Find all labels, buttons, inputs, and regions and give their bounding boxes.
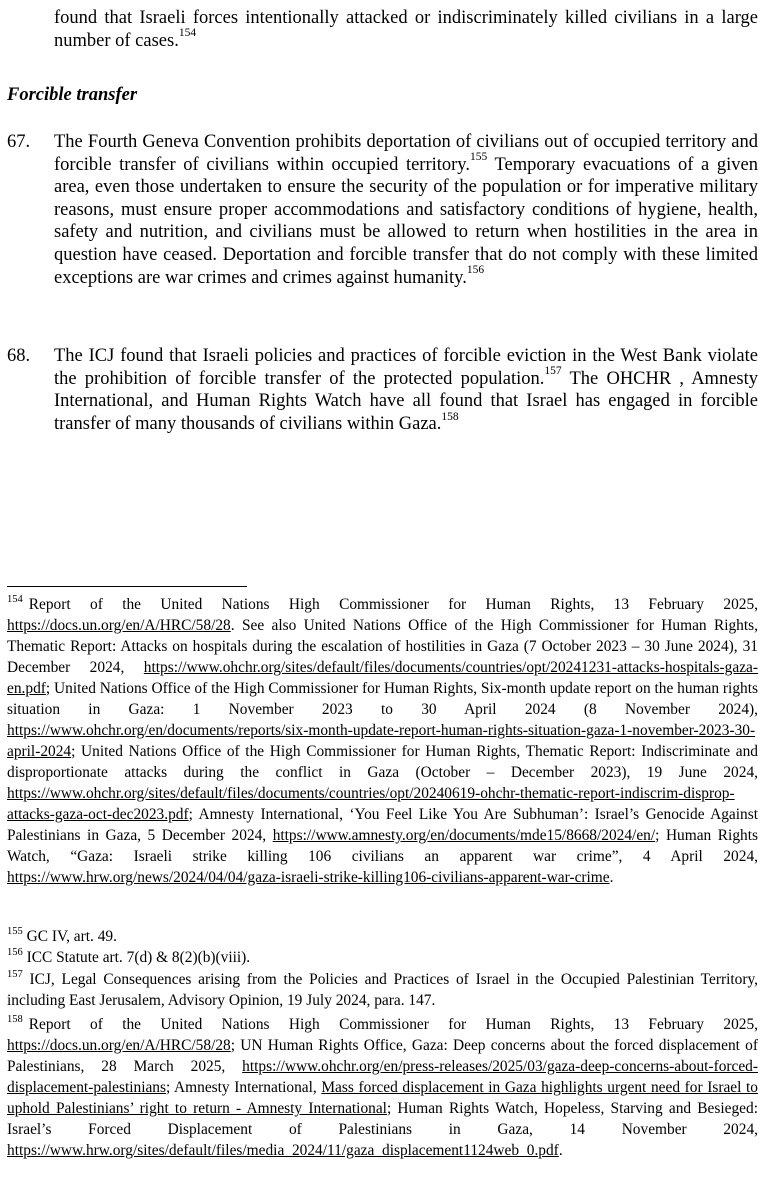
footnote-number: 158 — [7, 1013, 23, 1025]
footnote-ref-156[interactable]: 156 — [466, 264, 485, 277]
footnote-text: ; Amnesty International, — [166, 1079, 322, 1096]
footnote-text: ; United Nations Office of the High Commissioner for Human Rights, Six-month update report on the human rights situation in Gaza: 1 November 2023 to 30 April 2024 (8 November 2024), — [7, 680, 758, 718]
footnote-separator — [7, 586, 247, 587]
footnote-link[interactable]: https://www.amnesty.org/en/documents/mde15/8668/2024/en/ — [272, 827, 656, 844]
footnote-text: ICC Statute art. 7(d) & 8(2)(b)(viii). — [22, 949, 251, 966]
footnote-link[interactable]: https://docs.un.org/en/A/HRC/58/28 — [7, 617, 231, 634]
footnote-text: . — [558, 1142, 563, 1159]
footnote-text: ; UN Human Rights Office, Gaza: Deep concerns about the forced displacement of Palestinians, 28 March 2025, — [7, 1037, 758, 1075]
footnote-link[interactable]: https://www.hrw.org/news/2024/04/04/gaza-israeli-strike-killing106-civilians-apparent-war-crime — [7, 869, 610, 886]
footnote-text: ICJ, Legal Consequences arising from the Policies and Practices of Israel in the Occupied Palestinian Territory, including East Jerusalem, Advisory Opinion, 19 July 2024, para. 147. — [7, 971, 758, 1009]
section-heading: Forcible transfer — [7, 85, 138, 105]
footnote-text: GC IV, art. 49. — [22, 928, 117, 945]
footnote-link[interactable]: https://www.hrw.org/sites/default/files/media_2024/11/gaza_displacement1124web_0.pdf — [7, 1142, 559, 1159]
footnote-link[interactable]: https://www.ohchr.org/en/documents/reports/six-month-update-report-human-rights-situation-gaza-1-november-2023-30-april-2024 — [7, 722, 756, 760]
footnote-ref-158[interactable]: 158 — [441, 410, 459, 423]
paragraph-text — [54, 131, 758, 289]
footnote-link[interactable]: https://docs.un.org/en/A/HRC/58/28 — [7, 1037, 231, 1054]
footnote-link[interactable]: Mass forced displacement in Gaza highlights urgent need for Israel to uphold Palestinians’ right to return - Amnesty International — [7, 1079, 758, 1117]
footnote-text: ; United Nations Office of the High Commissioner for Human Rights, Thematic Report: Indiscriminate and disproportionate attacks during the conflict in Gaza (October – December 2023), 19 June 2024, — [7, 743, 758, 781]
paragraph-sentence: Temporary evacuations of a given area, even those undertaken to ensure the security of the population or for imperative military reasons, must ensure proper accommodations and satisfactory conditions of hygiene, health, safety and nutrition, and civilians must be allowed to return when hostilities in the area in question have ceased. Deportation and forcible transfer that do not comply with these limited exceptions are war crimes and crimes against humanity. — [54, 154, 758, 288]
footnote-link[interactable]: https://www.ohchr.org/sites/default/files/documents/countries/opt/20241231-attacks-hospitals-gaza-en.pdf — [7, 659, 758, 697]
paragraph-text — [54, 345, 758, 435]
footnote-ref-155[interactable]: 155 — [469, 151, 488, 164]
footnote-155 — [7, 926, 758, 947]
footnote-number: 155 — [7, 925, 23, 937]
paragraph-sentence: The Fourth Geneva Convention prohibits deportation of civilians out of occupied territory and forcible transfer of civilians within occupied territory. — [54, 132, 758, 175]
footnote-text: . See also United Nations Office of the High Commissioner for Human Rights, Thematic Report: Attacks on hospitals during the escalation of hostilities in Gaza (7 October 2023 – 30 June 2024), 31 December 2024, — [7, 617, 758, 676]
paragraph-number: 67. — [7, 132, 31, 152]
paragraph-67 — [7, 131, 758, 289]
footnote-text: Report of the United Nations High Commissioner for Human Rights, 13 February 2025, — [28, 1016, 758, 1033]
footnote-text: ; Human Rights Watch, “Gaza: Israeli strike killing 106 civilians an apparent war crime”, 4 April 2024, — [7, 827, 758, 865]
footnote-text: ; Amnesty International, ‘You Feel Like You Are Subhuman’: Israel’s Genocide Against Palestinians in Gaza, 5 December 2024, — [7, 806, 758, 844]
continuation-paragraph — [54, 7, 758, 52]
footnote-ref-154[interactable]: 154 — [178, 27, 197, 40]
paragraph-number: 68. — [7, 346, 31, 366]
footnote-number: 156 — [7, 946, 23, 958]
paragraph-sentence: The ICJ found that Israeli policies and practices of forcible eviction in the West Bank violate the prohibition of forcible transfer of the protected population. — [54, 346, 758, 389]
footnote-158 — [7, 1014, 758, 1161]
paragraph-68 — [7, 345, 758, 435]
footnote-link[interactable]: https://www.ohchr.org/en/press-releases/2025/03/gaza-deep-concerns-about-forced-displacement-palestinians — [7, 1058, 758, 1096]
footnote-156 — [7, 947, 758, 968]
footnote-number: 157 — [7, 968, 23, 980]
footnote-ref-157[interactable]: 157 — [544, 365, 562, 378]
footnote-157 — [7, 969, 758, 1011]
paragraph-sentence: The OHCHR , Amnesty International, and Human Rights Watch have all found that Israel has engaged in forcible transfer of many thousands of civilians within Gaza. — [54, 368, 759, 434]
footnote-link[interactable]: https://www.ohchr.org/sites/default/files/documents/countries/opt/20240619-ohchr-thematic-report-indiscrim-disprop-attacks-gaza-oct-dec2023.pdf — [7, 785, 735, 823]
footnote-number: 154 — [7, 593, 23, 605]
footnote-text: ; Human Rights Watch, Hopeless, Starving and Besieged: Israel’s Forced Displacement of Palestinians in Gaza, 14 November 2024, — [7, 1100, 758, 1138]
footnote-text: Report of the United Nations High Commissioner for Human Rights, 13 February 2025, — [28, 596, 758, 613]
footnote-154 — [7, 594, 758, 888]
continuation-text: found that Israeli forces intentionally attacked or indiscriminately killed civilians in a large number of cases. — [54, 8, 758, 51]
footnote-text: . — [609, 869, 614, 886]
